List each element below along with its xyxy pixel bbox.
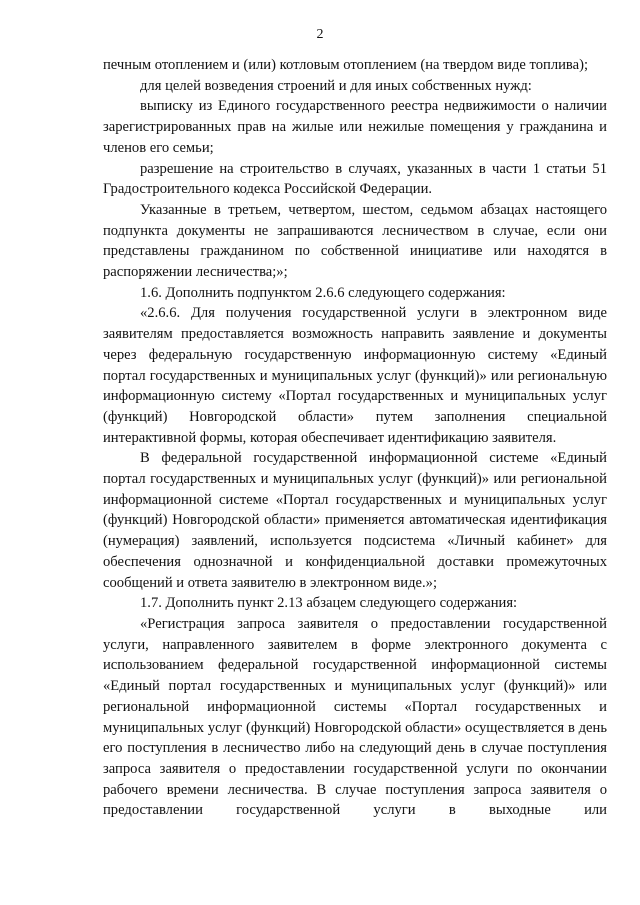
paragraph: выписку из Единого государственного реестра недвижимости о наличии зарегистрированных прав на жилые или нежилые помещения у гражданина и членов его семьи;	[103, 98, 607, 156]
paragraph: 1.7. Дополнить пункт 2.13 абзацем следующего содержания:	[140, 595, 518, 612]
paragraph: для целей возведения строений и для иных собственных нужд:	[140, 77, 532, 94]
paragraph: Указанные в третьем, четвертом, шестом, седьмом абзацах настоящего подпункта документы не запрашиваются лесничеством в случае, если они представлены гражданином по собственной инициативе или находятся в распоряжении лесничества;»;	[103, 201, 607, 281]
paragraph: 1.6. Дополнить подпунктом 2.6.6 следующего содержания:	[140, 284, 506, 301]
body-text	[103, 55, 607, 821]
paragraph: «Регистрация запроса заявителя о предоставлении государственной услуги, направленного заявителем в форме электронного документа с использованием федеральной государственной информационной системы «Единый портал государственных и муниципальных услуг (функций)» или региональной информационной системы «Портал государственных и муниципальных услуг (функций) Новгородской области» осуществляется в день его поступления в лесничество либо на следующий день в случае поступления запроса заявителя о предоставлении государственной услуги по окончании рабочего времени лесничества. В случае поступления запроса заявителя о предоставлении государственной услуги в выходные или	[103, 615, 607, 819]
paragraph: разрешение на строительство в случаях, указанных в части 1 статьи 51 Градостроительного кодекса Российской Федерации.	[103, 160, 607, 198]
paragraph: В федеральной государственной информационной системе «Единый портал государственных и муниципальных услуг (функций)» или региональной информационной системе «Портал государственных и муниципальных услуг (функций) Новгородской области» применяется автоматическая идентификация (нумерация) заявлений, используется подсистема «Личный кабинет» для обеспечения однозначной и конфиденциальной доставки промежуточных сообщений и ответа заявителю в электронном виде.»;	[103, 450, 607, 591]
paragraph: печным отоплением и (или) котловым отоплением (на твердом виде топлива);	[103, 57, 589, 73]
paragraph: «2.6.6. Для получения государственной услуги в электронном виде заявителям предоставляется возможность направить заявление и документы через федеральную государственную информационную систему «Единый портал государственных и муниципальных услуг (функций)» или региональную информационную систему «Портал государственных и муниципальных услуг (функций) Новгородской области» путем заполнения специальной интерактивной формы, которая обеспечивает идентификацию заявителя.	[103, 305, 607, 446]
page-number: 2	[316, 27, 324, 42]
